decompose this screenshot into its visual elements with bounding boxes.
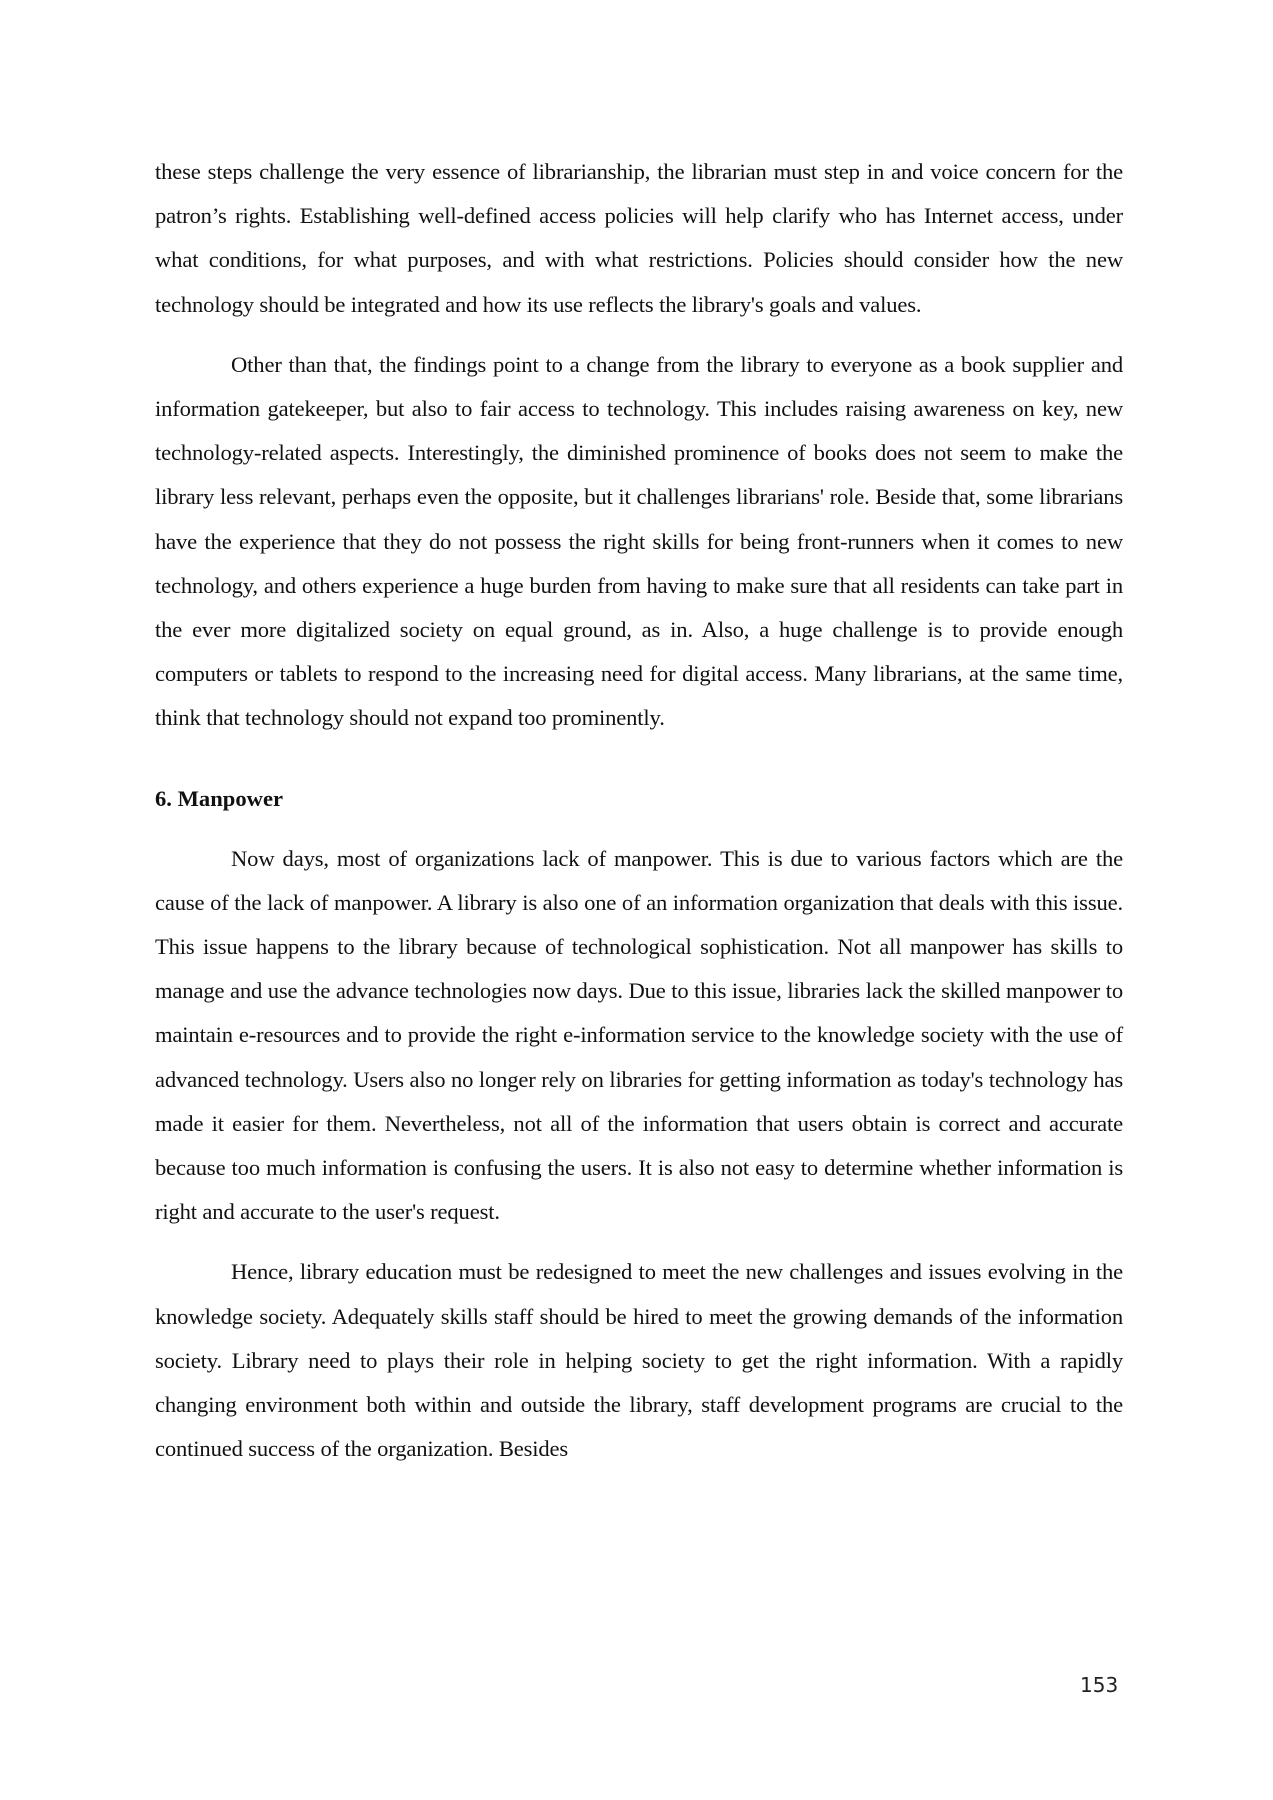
paragraph-library-education: Hence, library education must be redesigned to meet the new challenges and issues evolving in the knowledge society. Adequately skills staff should be hired to meet the growing demands of the information society. Library need to plays their role in helping society to get the right information. With a rapidly changing environment both within and outside the library, staff development programs are crucial to the continued success of the organization. Besides [155, 1259, 1123, 1462]
paragraph-findings: Other than that, the findings point to a change from the library to everyone as a book supplier and information gatekeeper, but also to fair access to technology. This includes raising awareness on key, new technology-related aspects. Interestingly, the diminished prominence of books does not seem to make the library less relevant, perhaps even the opposite, but it challenges librarians' role. Beside that, some librarians have the experience that they do not possess the right skills for being front-runners when it comes to new technology, and others experience a huge burden from having to make sure that all residents can take part in the ever more digitalized society on equal ground, as in. Also, a huge challenge is to provide enough computers or tablets to respond to the increasing need for digital access. Many librarians, at the same time, think that technology should not expand too prominently. [155, 351, 1123, 731]
paragraph-access-policies: these steps challenge the very essence of librarianship, the librarian must step in and voice concern for the patron’s rights. Establishing well-defined access policies will help clarify who has Internet access, under what conditions, for what purposes, and with what restrictions. Policies should consider how the new technology should be integrated and how its use reflects the library's goals and values. [155, 159, 1123, 317]
paragraph-manpower-lack: Now days, most of organizations lack of manpower. This is due to various factors which are the cause of the lack of manpower. A library is also one of an information organization that deals with this issue. This issue happens to the library because of technological sophistication. Not all manpower has skills to manage and use the advance technologies now days. Due to this issue, libraries lack the skilled manpower to maintain e-resources and to provide the right e-information service to the knowledge society with the use of advanced technology. Users also no longer rely on libraries for getting information as today's technology has made it easier for them. Nevertheless, not all of the information that users obtain is correct and accurate because too much information is confusing the users. It is also not easy to determine whether information is right and accurate to the user's request. [155, 845, 1123, 1225]
section-heading-manpower: 6. Manpower [155, 785, 284, 811]
document-page [155, 150, 1123, 1471]
page-number: 153 [1080, 1673, 1119, 1697]
